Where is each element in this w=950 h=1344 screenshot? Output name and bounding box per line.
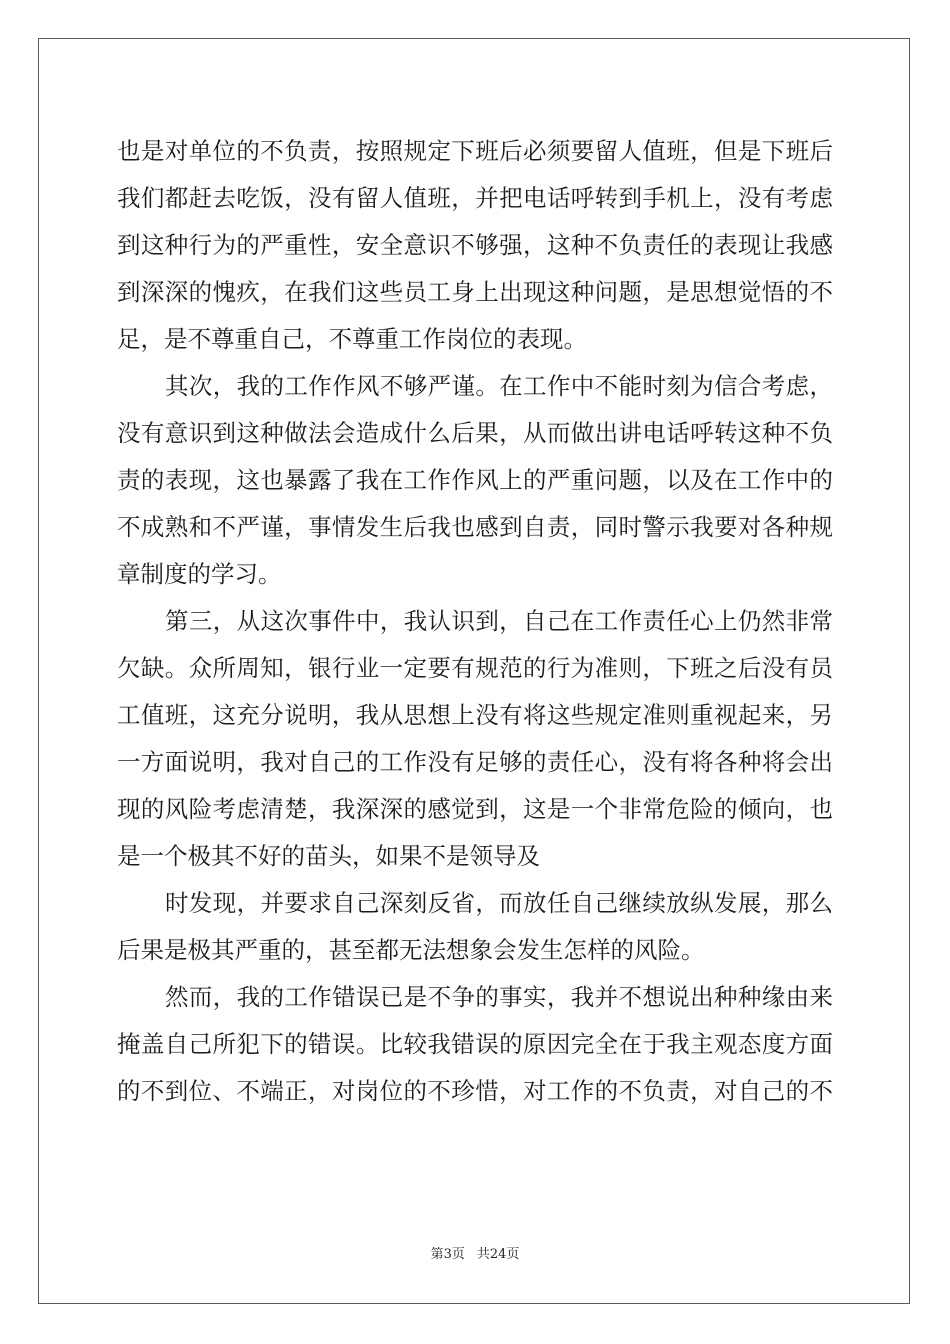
text-line: 现的风险考虑清楚，我深深的感觉到，这是一个非常危险的倾向，也 [117,795,833,823]
text-line: 工值班，这充分说明，我从思想上没有将这些规定准则重视起来，另 [117,701,833,729]
text-line: 到这种行为的严重性，安全意识不够强，这种不负责任的表现让我感 [117,231,833,259]
text-line: 到深深的愧疚，在我们这些员工身上出现这种问题，是思想觉悟的不 [117,278,833,306]
paragraph-start: 其次，我的工作作风不够严谨。在工作中不能时刻为信合考虑， [165,372,833,400]
text-line: 章制度的学习。 [117,560,282,588]
text-line: 是一个极其不好的苗头，如果不是领导及 [117,842,540,870]
page-number: 第3页 [430,1247,465,1262]
page-total: 共24页 [476,1247,520,1262]
text-line: 我们都赶去吃饭，没有留人值班，并把电话呼转到手机上，没有考虑 [117,184,833,212]
text-line: 没有意识到这种做法会造成什么后果，从而做出讲电话呼转这种不负 [117,419,833,447]
text-line: 责的表现，这也暴露了我在工作作风上的严重问题，以及在工作中的 [117,466,833,494]
page-footer [0,1246,950,1264]
text-line: 欠缺。众所周知，银行业一定要有规范的行为准则，下班之后没有员 [117,654,833,682]
text-line: 足，是不尊重自己，不尊重工作岗位的表现。 [117,325,587,353]
text-line: 后果是极其严重的，甚至都无法想象会发生怎样的风险。 [117,936,705,964]
paragraph-start: 然而，我的工作错误已是不争的事实，我并不想说出种种缘由来 [165,983,833,1011]
text-line: 也是对单位的不负责，按照规定下班后必须要留人值班，但是下班后 [117,137,833,165]
paragraph-start: 第三，从这次事件中，我认识到，自己在工作责任心上仍然非常 [165,607,833,635]
text-line: 掩盖自己所犯下的错误。比较我错误的原因完全在于我主观态度方面 [117,1030,833,1058]
text-line: 一方面说明，我对自己的工作没有足够的责任心，没有将各种将会出 [117,748,833,776]
text-line: 的不到位、不端正，对岗位的不珍惜，对工作的不负责，对自己的不 [117,1077,833,1105]
paragraph-start: 时发现，并要求自己深刻反省，而放任自己继续放纵发展，那么 [165,889,833,917]
text-line: 不成熟和不严谨，事情发生后我也感到自责，同时警示我要对各种规 [117,513,833,541]
